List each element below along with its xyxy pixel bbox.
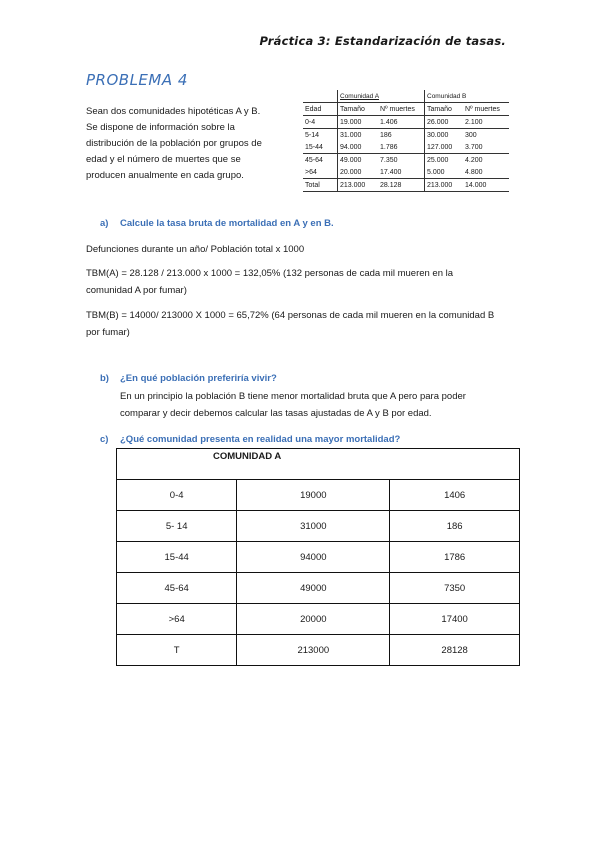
table-cell: 19000 [237, 480, 390, 511]
table-total-row [303, 179, 509, 192]
table-cell: 186 [390, 511, 520, 542]
table-cell: 26.000 [425, 116, 464, 129]
table-cell: 1406 [390, 480, 520, 511]
table-cell: 213.000 [338, 179, 379, 192]
table-cell: T [117, 635, 237, 666]
table-cell: 1786 [390, 542, 520, 573]
table-title-row [117, 449, 520, 480]
question-text: Calcule la tasa bruta de mortalidad en A y en B. [120, 218, 334, 229]
text-line: TBM(B) = 14000/ 213000 X 1000 = 65,72% (64 personas de cada mil mueren en la comunidad B [86, 310, 495, 321]
column-header: Nº muertes [378, 103, 425, 116]
intro-paragraph [86, 104, 291, 184]
table-row [303, 166, 509, 179]
question-text: ¿En qué población preferiría vivir? [120, 373, 277, 384]
table-cell: 28.128 [378, 179, 425, 192]
table-cell: 186 [378, 129, 425, 142]
column-header: Edad [303, 103, 338, 116]
table-group-header-row [303, 90, 509, 103]
table-cell: 2.100 [463, 116, 509, 129]
table-row [303, 154, 509, 167]
table-row [117, 542, 520, 573]
intro-line: Se dispone de información sobre la [86, 122, 235, 133]
question-text: ¿Qué comunidad presenta en realidad una mayor mortalidad? [120, 434, 401, 445]
table-cell: 3.700 [465, 143, 483, 151]
table-cell: 5-14 [303, 129, 338, 142]
table-cell: 25.000 [425, 154, 464, 167]
table-cell: >64 [117, 604, 237, 635]
table-row [117, 511, 520, 542]
column-header: Tamaño [425, 103, 464, 116]
intro-line: producen anualmente en cada grupo. [86, 170, 244, 181]
table-row [117, 635, 520, 666]
table-cell: 94.000 [340, 143, 362, 151]
intro-line: Sean dos comunidades hipotéticas A y B. [86, 106, 261, 117]
table-cell: 14.000 [463, 179, 509, 192]
table-cell: 7350 [390, 573, 520, 604]
table-title: COMUNIDAD A [117, 449, 520, 480]
question-number: c) [100, 434, 109, 445]
table-cell: 0-4 [117, 480, 237, 511]
table-cell: 5.000 [427, 168, 445, 176]
intro-line: distribución de la población por grupos de [86, 138, 262, 149]
group-label-a: Comunidad A [338, 90, 425, 103]
question-b [100, 373, 277, 384]
table-cell: 5- 14 [117, 511, 237, 542]
text-line: En un principio la población B tiene menor mortalidad bruta que A pero para poder [120, 391, 466, 402]
text-line: comparar y decir debemos calcular las tasas ajustadas de A y B por edad. [120, 408, 432, 419]
table-row [303, 129, 509, 142]
table-cell: 31.000 [338, 129, 379, 142]
question-number: a) [100, 218, 109, 229]
answer-b-paragraph [120, 388, 530, 422]
table-header-row [303, 103, 509, 116]
table-cell: 30.000 [425, 129, 464, 142]
tbm-a-paragraph [86, 265, 526, 299]
table-cell: 28128 [390, 635, 520, 666]
column-header: Nº muertes [463, 103, 509, 116]
table-cell: 49000 [237, 573, 390, 604]
table-row [117, 573, 520, 604]
table-row [303, 141, 509, 154]
page-header: Práctica 3: Estandarización de tasas. [259, 34, 506, 48]
data-table-communities [303, 90, 509, 192]
table-cell: 20.000 [340, 168, 362, 176]
table-cell: 45-64 [117, 573, 237, 604]
table-cell: 94000 [237, 542, 390, 573]
column-header: Tamaño [338, 103, 379, 116]
table-cell: 4.800 [465, 168, 483, 176]
group-label-b: Comunidad B [427, 92, 467, 100]
table-cell: 300 [463, 129, 509, 142]
table-cell: 4.200 [463, 154, 509, 167]
table-cell: 213000 [237, 635, 390, 666]
table-cell: 127.000 [427, 143, 453, 151]
table-cell: 15-44 [303, 141, 338, 154]
problem-title: PROBLEMA 4 [86, 71, 188, 89]
text-line: comunidad A por fumar) [86, 285, 187, 296]
text-line: TBM(A) = 28.128 / 213.000 x 1000 = 132,05% (132 personas de cada mil mueren en la [86, 268, 454, 279]
tbm-b-paragraph [86, 307, 526, 341]
table-cell: 213.000 [425, 179, 464, 192]
table-cell: 0-4 [303, 116, 338, 129]
table-cell: 20000 [237, 604, 390, 635]
intro-line: edad y el número de muertes que se [86, 154, 241, 165]
table-row [303, 116, 509, 129]
community-a-table [116, 448, 520, 666]
table-cell: 19.000 [338, 116, 379, 129]
question-number: b) [100, 373, 109, 384]
table-cell: 15-44 [117, 542, 237, 573]
formula-text: Defunciones durante un año/ Población total x 1000 [86, 244, 305, 255]
table-row [117, 480, 520, 511]
table-cell: 31000 [237, 511, 390, 542]
table-cell: 17400 [390, 604, 520, 635]
table-cell: >64 [303, 166, 338, 179]
table-cell: 17.400 [378, 166, 425, 179]
table-cell-empty [303, 90, 338, 103]
table-cell: Total [303, 179, 338, 192]
table-cell: 1.406 [378, 116, 425, 129]
table-cell: 49.000 [338, 154, 379, 167]
table-cell: 7.350 [378, 154, 425, 167]
question-a [100, 218, 334, 229]
table-cell: 1.786 [378, 141, 425, 154]
table-cell: 45-64 [303, 154, 338, 167]
question-c [100, 434, 400, 445]
table-row [117, 604, 520, 635]
text-line: por fumar) [86, 327, 130, 338]
